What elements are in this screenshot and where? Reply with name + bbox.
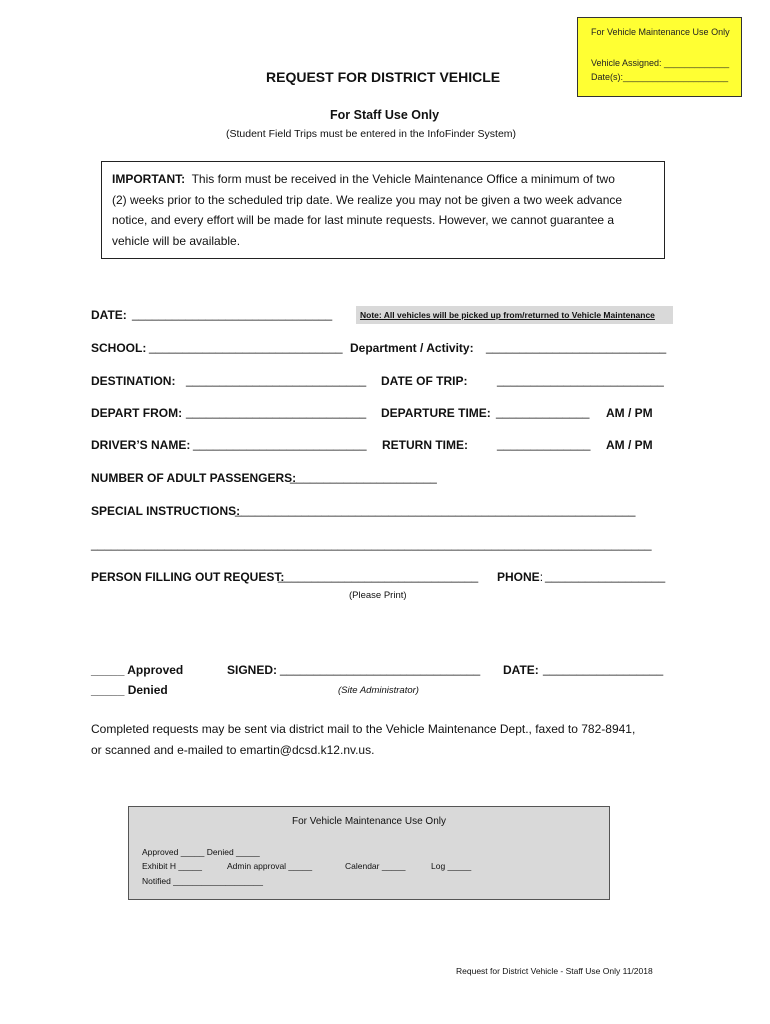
person-field[interactable]: ______________________________	[278, 569, 479, 583]
date-label: DATE:	[91, 308, 127, 322]
important-line-4: vehicle will be available.	[112, 233, 241, 248]
dates-field[interactable]: Date(s):_____________________	[591, 72, 729, 82]
important-line-1: This form must be received in the Vehicle Maintenance Office a minimum of two	[191, 172, 615, 186]
departure-ampm[interactable]: AM / PM	[606, 406, 653, 420]
depart-from-label: DEPART FROM:	[91, 406, 183, 420]
approved-field[interactable]: _____ Approved	[91, 663, 184, 677]
denied-field[interactable]: _____ Denied	[91, 683, 168, 697]
departure-time-field[interactable]: ______________	[496, 405, 590, 419]
maintenance-use-box	[128, 806, 610, 900]
school-label: SCHOOL:	[91, 341, 147, 355]
exhibit-h-field[interactable]: Exhibit H _____	[142, 861, 203, 871]
departure-time-label: DEPARTURE TIME:	[381, 406, 491, 420]
adult-passengers-field[interactable]: ______________________	[290, 470, 437, 484]
vehicle-assigned-field[interactable]: Vehicle Assigned: _____________	[591, 58, 730, 68]
approval-date-label: DATE:	[503, 663, 539, 677]
drivers-name-label: DRIVER’S NAME:	[91, 438, 191, 452]
return-time-field[interactable]: ______________	[497, 437, 591, 451]
form-title: REQUEST FOR DISTRICT VEHICLE	[266, 69, 501, 85]
phone-label: PHONE	[497, 570, 540, 584]
person-label: PERSON FILLING OUT REQUEST:	[91, 570, 285, 584]
maintenance-box-title: For Vehicle Maintenance Use Only	[591, 27, 730, 37]
special-instructions-field-2[interactable]: ____________________________________________________________________________________	[91, 537, 652, 551]
completed-line-1: Completed requests may be sent via district mail to the Vehicle Maintenance Dept., faxed to 782-8941,	[91, 722, 636, 736]
drivers-name-field[interactable]: __________________________	[193, 437, 367, 451]
admin-approval-field[interactable]: Admin approval _____	[227, 861, 313, 871]
date-of-trip-field[interactable]: _________________________	[497, 373, 664, 387]
approved-denied-fields[interactable]: Approved _____ Denied _____	[142, 847, 260, 857]
return-time-label: RETURN TIME:	[382, 438, 468, 452]
destination-field[interactable]: ___________________________	[186, 373, 367, 387]
completed-line-2: or scanned and e-mailed to emartin@dcsd.k12.nv.us.	[91, 743, 375, 757]
form-subtitle: For Staff Use Only	[330, 108, 440, 122]
page-footer: Request for District Vehicle - Staff Use Only 11/2018	[456, 966, 653, 976]
depart-from-field[interactable]: ___________________________	[186, 405, 367, 419]
phone-label-group	[497, 570, 543, 584]
notified-field[interactable]: Notified ___________________	[142, 876, 264, 886]
pickup-note: Note: All vehicles will be picked up from/returned to Vehicle Maintenance	[356, 306, 673, 324]
signed-field[interactable]: ______________________________	[280, 662, 481, 676]
important-label: IMPORTANT:	[112, 172, 186, 186]
destination-label: DESTINATION:	[91, 374, 176, 388]
approval-date-field[interactable]: __________________	[543, 662, 664, 676]
school-field[interactable]: _____________________________	[149, 340, 343, 354]
phone-colon: :	[539, 570, 544, 584]
site-administrator-note: (Site Administrator)	[338, 685, 419, 696]
field-trip-note: (Student Field Trips must be entered in the InfoFinder System)	[226, 128, 517, 140]
special-instructions-label: SPECIAL INSTRUCTIONS:	[91, 504, 241, 518]
date-of-trip-label: DATE OF TRIP:	[381, 374, 468, 388]
date-field[interactable]: ______________________________	[132, 307, 333, 321]
important-notice	[101, 161, 665, 259]
special-instructions-field[interactable]: ____________________________________________________________	[235, 503, 636, 517]
return-ampm[interactable]: AM / PM	[606, 438, 653, 452]
please-print-note: (Please Print)	[349, 590, 407, 601]
signed-label: SIGNED:	[227, 663, 278, 677]
calendar-field[interactable]: Calendar _____	[345, 861, 406, 871]
phone-field[interactable]: __________________	[545, 569, 666, 583]
vehicle-maintenance-box	[577, 17, 742, 97]
adult-passengers-label: NUMBER OF ADULT PASSENGERS:	[91, 471, 297, 485]
department-label: Department / Activity:	[350, 341, 474, 355]
log-field[interactable]: Log _____	[431, 861, 472, 871]
department-field[interactable]: ___________________________	[486, 340, 667, 354]
important-line-2: (2) weeks prior to the scheduled trip date. We realize you may not be given a two week advance	[112, 192, 623, 207]
important-line-3: notice, and every effort will be made for last minute requests. However, we cannot guarantee a	[112, 213, 615, 227]
maintenance-use-title: For Vehicle Maintenance Use Only	[292, 816, 446, 827]
